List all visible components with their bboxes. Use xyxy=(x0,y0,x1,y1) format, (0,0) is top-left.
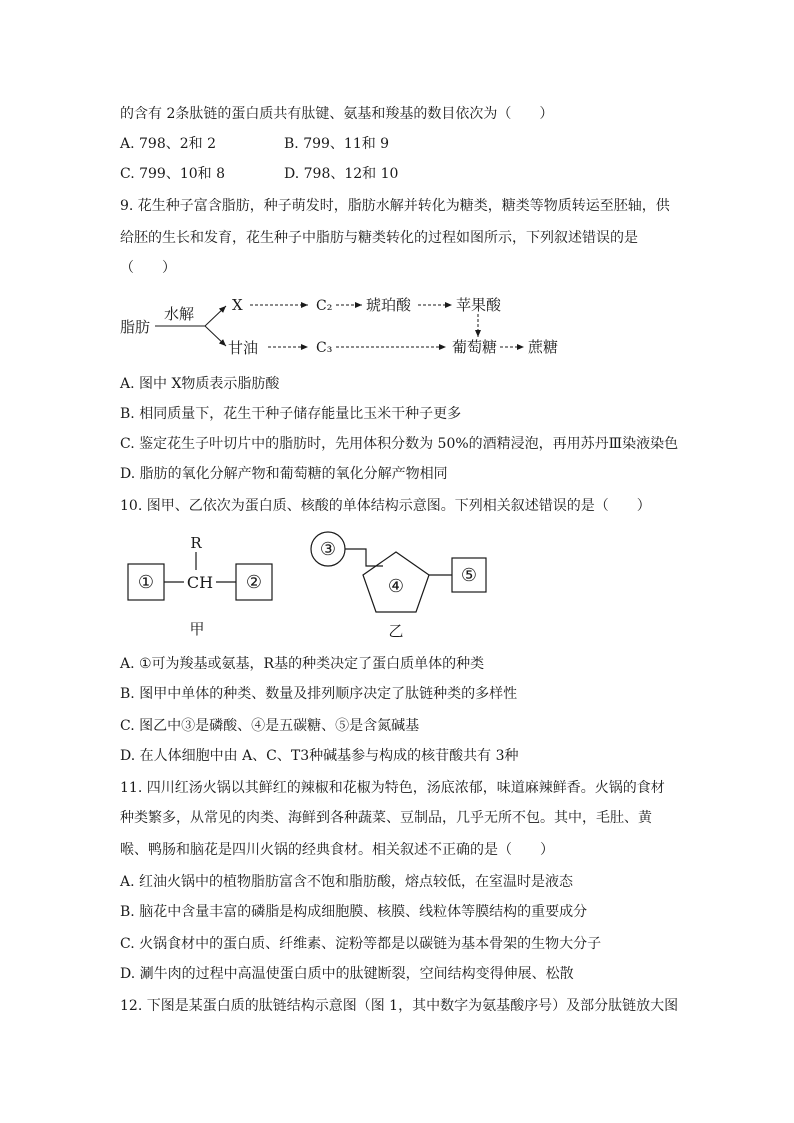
q10-option-a: A. ①可为羧基或氨基，R基的种类决定了蛋白质单体的种类 xyxy=(120,656,485,672)
q11-stem-line-1: 11. 四川红汤火锅以其鲜红的辣椒和花椒为特色，汤底浓郁，味道麻辣鲜香。火锅的食材 xyxy=(120,780,665,796)
ch-label: CH xyxy=(186,573,214,592)
hydrolysis-label: 水解 xyxy=(164,305,195,323)
c3-label: C₃ xyxy=(316,340,333,356)
label-1: ① xyxy=(137,572,155,593)
q8-option-c: C. 799、10和 8 xyxy=(120,166,226,182)
label-4: ④ xyxy=(387,576,405,597)
q8-stem-tail: 的含有 2条肽链的蛋白质共有肽键、氨基和羧基的数目依次为（ ） xyxy=(120,106,554,122)
q11-stem-line-2: 种类繁多，从常见的肉类、海鲜到各种蔬菜、豆制品，几乎无所不包。其中，毛肚、黄 xyxy=(120,810,652,826)
q9-option-c: C. 鉴定花生子叶切片中的脂肪时，先用体积分数为 50%的酒精浸泡，再用苏丹Ⅲ染液染色 xyxy=(120,436,679,452)
glycerol-label: 甘油 xyxy=(228,339,259,357)
q11-option-c: C. 火锅食材中的蛋白质、纤维素、淀粉等都是以碳链为基本骨架的生物大分子 xyxy=(120,936,602,952)
q9-option-a: A. 图中 X物质表示脂肪酸 xyxy=(120,376,280,392)
q8-option-b: B. 799、11和 9 xyxy=(284,136,390,152)
fat-label: 脂肪 xyxy=(120,318,151,336)
q12-stem: 12. 下图是某蛋白质的肽链结构示意图（图 1，其中数字为氨基酸序号）及部分肽链放大图 xyxy=(120,998,679,1014)
q11-option-d: D. 涮牛肉的过程中高温使蛋白质中的肽键断裂，空间结构变得伸展、松散 xyxy=(120,966,574,982)
q9-option-d: D. 脂肪的氧化分解产物和葡萄糖的氧化分解产物相同 xyxy=(120,466,448,482)
q9-stem-line-3: （ ） xyxy=(120,260,176,276)
q10-option-c: C. 图乙中③是磷酸、④是五碳糖、⑤是含氮碱基 xyxy=(120,718,420,734)
diagram-jia-label: 甲 xyxy=(189,620,205,638)
r-group-label: R xyxy=(190,534,202,552)
q10-option-b: B. 图甲中单体的种类、数量及排列顺序决定了肽链种类的多样性 xyxy=(120,686,518,702)
q10-option-d: D. 在人体细胞中由 A、C、T3种碱基参与构成的核苷酸共有 3种 xyxy=(120,748,519,764)
q11-option-b: B. 脑花中含量丰富的磷脂是构成细胞膜、核膜、线粒体等膜结构的重要成分 xyxy=(120,904,588,920)
q10-stem: 10. 图甲、乙依次为蛋白质、核酸的单体结构示意图。下列相关叙述错误的是（ ） xyxy=(120,498,651,514)
label-3: ③ xyxy=(319,539,337,560)
x-label: X xyxy=(232,296,243,314)
label-2: ② xyxy=(245,572,263,593)
succinate-label: 琥珀酸 xyxy=(366,296,412,314)
diagram-yi-label: 乙 xyxy=(388,622,404,640)
q9-stem-line-1: 9. 花生种子富含脂肪，种子萌发时，脂肪水解并转化为糖类，糖类等物质转运至胚轴，供 xyxy=(120,198,670,214)
malate-label: 苹果酸 xyxy=(456,296,502,314)
q8-option-a: A. 798、2和 2 xyxy=(120,136,216,152)
sucrose-label: 蔗糖 xyxy=(528,338,559,356)
glucose-label: 葡萄糖 xyxy=(452,338,498,356)
bond-3-4 xyxy=(345,549,383,566)
q9-option-b: B. 相同质量下，花生干种子储存能量比玉米干种子更多 xyxy=(120,406,462,422)
q9-stem-line-2: 给胚的生长和发育，花生种子中脂肪与糖类转化的过程如图所示，下列叙述错误的是 xyxy=(120,230,638,246)
c2-label: C₂ xyxy=(316,298,333,314)
q11-option-a: A. 红油火锅中的植物脂肪富含不饱和脂肪酸，熔点较低，在室温时是液态 xyxy=(120,874,574,890)
q8-option-d: D. 798、12和 10 xyxy=(284,166,399,182)
q11-stem-line-3: 喉、鸭肠和脑花是四川火锅的经典食材。相关叙述不正确的是（ ） xyxy=(120,842,554,858)
label-5: ⑤ xyxy=(460,565,478,586)
